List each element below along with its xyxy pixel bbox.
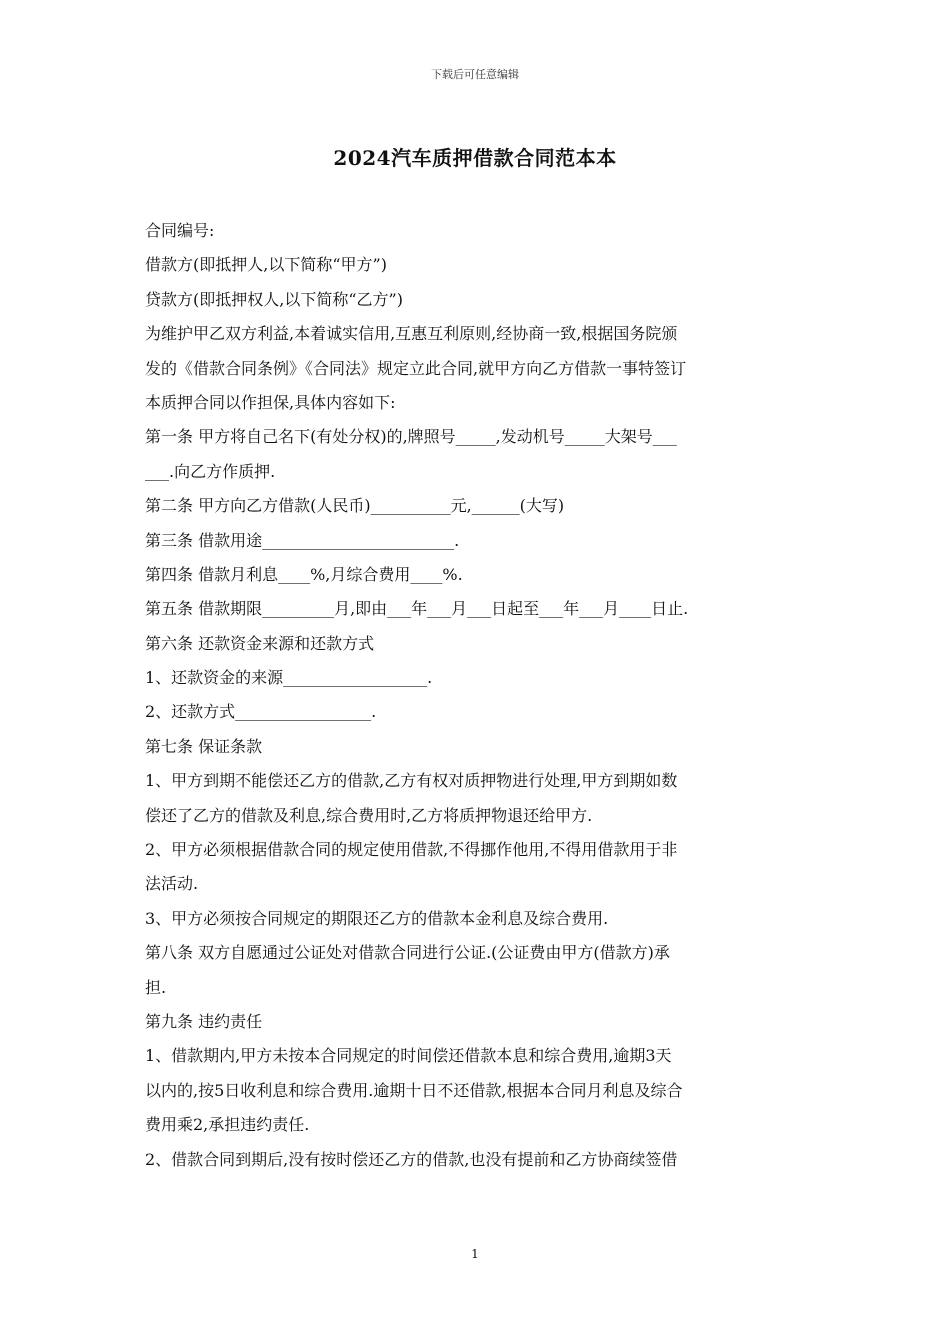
preamble-line: 本质押合同以作担保,具体内容如下:: [145, 392, 396, 412]
document-title: 2024汽车质押借款合同范本本: [333, 146, 617, 170]
article-1-line: 第一条 甲方将自己名下(有处分权)的,牌照号_____,发动机号_____大架号___: [145, 427, 677, 447]
article-7-item: 2、甲方必须根据借款合同的规定使用借款,不得挪作他用,不得用借款用于非: [145, 840, 678, 860]
lender-line: 贷款方(即抵押权人,以下简称“乙方”): [145, 289, 403, 309]
article-7-item: 偿还了乙方的借款及利息,综合费用时,乙方将质押物退还给甲方.: [145, 805, 593, 825]
article-9-item: 2、借款合同到期后,没有按时偿还乙方的借款,也没有提前和乙方协商续签借: [145, 1149, 678, 1169]
article-2-line: 第二条 甲方向乙方借款(人民币)__________元,______(大写): [145, 496, 565, 516]
article-7-item: 1、甲方到期不能偿还乙方的借款,乙方有权对质押物进行处理,甲方到期如数: [145, 771, 678, 791]
article-7-item: 法活动.: [145, 874, 199, 894]
article-7-item: 3、甲方必须按合同规定的期限还乙方的借款本金利息及综合费用.: [145, 908, 609, 928]
article-1-line: ___.向乙方作质押.: [145, 461, 276, 481]
header-note: 下载后可任意编辑: [431, 68, 519, 81]
preamble-line: 为维护甲乙双方利益,本着诚实信用,互惠互利原则,经协商一致,根据国务院颁: [145, 324, 678, 344]
article-4-line: 第四条 借款月利息____%,月综合费用____%.: [145, 564, 463, 584]
article-6-item: 1、还款资金的来源__________________.: [145, 668, 433, 688]
page-number: 1: [471, 1247, 479, 1261]
article-5-line: 第五条 借款期限_________月,即由___年___月___日起至___年___月____日止.: [145, 599, 689, 619]
contract-number-line: 合同编号:: [145, 221, 215, 240]
article-6-heading: 第六条 还款资金来源和还款方式: [145, 633, 375, 653]
article-9-item: 费用乘2,承担违约责任.: [145, 1115, 310, 1135]
contract-body: [145, 214, 813, 1177]
article-9-heading: 第九条 违约责任: [145, 1011, 263, 1031]
article-7-heading: 第七条 保证条款: [145, 736, 263, 756]
preamble-line: 发的《借款合同条例》《合同法》规定立此合同,就甲方向乙方借款一事特签订: [145, 358, 687, 378]
borrower-line: 借款方(即抵押人,以下简称“甲方”): [145, 255, 387, 275]
article-8-line: 担.: [145, 977, 167, 997]
article-3-line: 第三条 借款用途________________________.: [145, 530, 460, 550]
article-9-item: 1、借款期内,甲方未按本合同规定的时间偿还借款本息和综合费用,逾期3天: [145, 1046, 672, 1066]
article-8-line: 第八条 双方自愿通过公证处对借款合同进行公证.(公证费由甲方(借款方)承: [145, 943, 670, 963]
article-6-item: 2、还款方式_________________.: [145, 702, 377, 722]
article-9-item: 以内的,按5日收利息和综合费用.逾期十日不还借款,根据本合同月利息及综合: [145, 1080, 683, 1100]
